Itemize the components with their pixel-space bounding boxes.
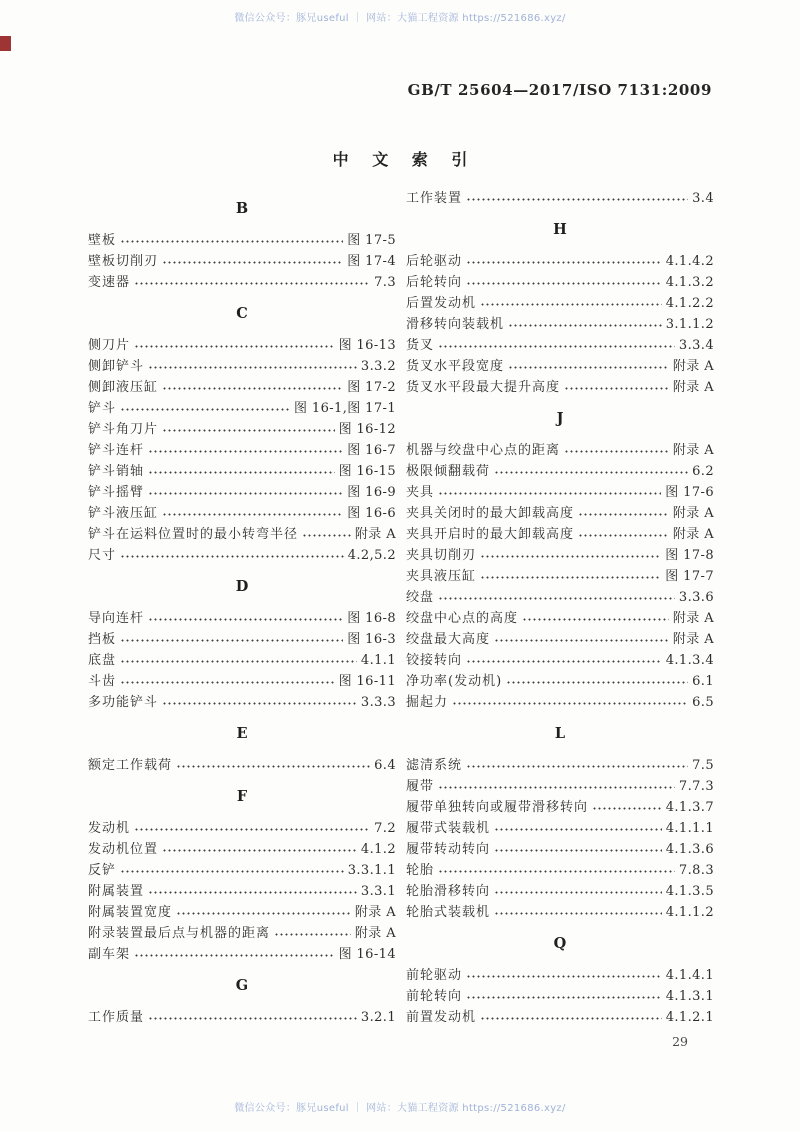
entry-ref: 4.1.3.7 bbox=[665, 800, 714, 815]
entry-term: 额定工作载荷 bbox=[88, 758, 173, 773]
index-entry bbox=[88, 272, 396, 293]
entry-ref: 4.1.1.1 bbox=[665, 821, 714, 836]
index-entry bbox=[88, 482, 396, 503]
dot-leader bbox=[162, 702, 357, 705]
entry-ref: 附录 A bbox=[354, 905, 396, 920]
entry-ref: 6.4 bbox=[374, 758, 396, 773]
entry-ref: 附录 A bbox=[672, 359, 714, 374]
entry-term: 货叉水平段宽度 bbox=[406, 359, 505, 374]
entry-term: 导向连杆 bbox=[88, 611, 145, 626]
index-entry bbox=[88, 377, 396, 398]
section-letter: F bbox=[236, 788, 248, 805]
entry-ref: 3.3.2 bbox=[360, 359, 396, 374]
entry-term: 滑移转向装载机 bbox=[406, 317, 505, 332]
entry-term: 发动机位置 bbox=[88, 842, 159, 857]
dot-leader bbox=[494, 891, 662, 894]
index-entry bbox=[406, 797, 714, 818]
entry-ref: 附录 A bbox=[672, 380, 714, 395]
index-entry bbox=[406, 503, 714, 524]
dot-leader bbox=[466, 765, 688, 768]
dot-leader bbox=[120, 681, 335, 684]
standard-number: GB/T 25604—2017/ISO 7131:2009 bbox=[407, 81, 712, 99]
dot-leader bbox=[438, 345, 675, 348]
index-entry bbox=[406, 566, 714, 587]
entry-ref: 4.1.3.4 bbox=[665, 653, 714, 668]
section-letter: L bbox=[554, 725, 566, 742]
entry-term: 夹具液压缸 bbox=[406, 569, 477, 584]
index-entry bbox=[406, 1007, 714, 1028]
index-entry bbox=[88, 902, 396, 923]
entry-ref: 3.4 bbox=[692, 191, 714, 206]
entry-ref: 图 17-4 bbox=[347, 254, 396, 269]
entry-ref: 附录 A bbox=[672, 506, 714, 521]
dot-leader bbox=[480, 576, 661, 579]
red-corner-mark bbox=[0, 36, 11, 51]
watermark-bottom: 微信公众号：豚兄useful ｜ 网站：大猫工程资源 https://521686.xyz/ bbox=[234, 1103, 566, 1114]
dot-leader bbox=[134, 954, 335, 957]
index-entry bbox=[88, 860, 396, 881]
entry-term: 发动机 bbox=[88, 821, 131, 836]
index-entry bbox=[88, 335, 396, 356]
dot-leader bbox=[494, 849, 662, 852]
dot-leader bbox=[148, 450, 343, 453]
index-entry bbox=[88, 818, 396, 839]
entry-term: 铲斗摇臂 bbox=[88, 485, 145, 500]
entry-term: 货叉 bbox=[406, 338, 435, 353]
entry-ref: 4.1.3.1 bbox=[665, 989, 714, 1004]
entry-term: 铲斗液压缸 bbox=[88, 506, 159, 521]
entry-ref: 6.2 bbox=[692, 464, 714, 479]
entry-ref: 图 17-6 bbox=[665, 485, 714, 500]
entry-ref: 附录 A bbox=[672, 443, 714, 458]
entry-term: 轮胎滑移转向 bbox=[406, 884, 491, 899]
index-entry bbox=[88, 545, 396, 566]
index-entry bbox=[88, 923, 396, 944]
index-entry bbox=[406, 776, 714, 797]
index-entry bbox=[406, 524, 714, 545]
entry-term: 工作装置 bbox=[406, 191, 463, 206]
watermark-top: 微信公众号：豚兄useful ｜ 网站：大猫工程资源 https://521686.xyz/ bbox=[234, 13, 566, 24]
dot-leader bbox=[508, 324, 662, 327]
section-letter: Q bbox=[553, 935, 567, 952]
entry-ref: 图 16-11 bbox=[338, 674, 396, 689]
index-entry bbox=[406, 839, 714, 860]
entry-ref: 3.3.6 bbox=[678, 590, 714, 605]
entry-term: 极限倾翻载荷 bbox=[406, 464, 491, 479]
entry-ref: 4.1.4.1 bbox=[665, 968, 714, 983]
index-entry bbox=[406, 860, 714, 881]
index-entry bbox=[406, 440, 714, 461]
dot-leader bbox=[466, 261, 662, 264]
dot-leader bbox=[176, 765, 370, 768]
dot-leader bbox=[148, 492, 343, 495]
entry-term: 多功能铲斗 bbox=[88, 695, 159, 710]
index-entry bbox=[88, 461, 396, 482]
dot-leader bbox=[120, 870, 344, 873]
dot-leader bbox=[162, 849, 357, 852]
entry-ref: 3.3.1 bbox=[360, 884, 396, 899]
index-entry bbox=[88, 419, 396, 440]
entry-term: 侧卸铲斗 bbox=[88, 359, 145, 374]
dot-leader bbox=[438, 597, 675, 600]
entry-term: 底盘 bbox=[88, 653, 117, 668]
index-entry bbox=[406, 293, 714, 314]
dot-leader bbox=[148, 366, 357, 369]
dot-leader bbox=[466, 996, 662, 999]
entry-term: 滤清系统 bbox=[406, 758, 463, 773]
entry-ref: 4.1.3.6 bbox=[665, 842, 714, 857]
dot-leader bbox=[162, 261, 343, 264]
index-entry bbox=[406, 755, 714, 776]
entry-ref: 图 16-13 bbox=[338, 338, 396, 353]
index-entry bbox=[406, 356, 714, 377]
entry-term: 绞盘中心点的高度 bbox=[406, 611, 519, 626]
entry-term: 履带单独转向或履带滑移转向 bbox=[406, 800, 589, 815]
section-letter: J bbox=[556, 410, 564, 427]
dot-leader bbox=[480, 555, 661, 558]
dot-leader bbox=[274, 933, 351, 936]
index-entry bbox=[406, 461, 714, 482]
index-entry bbox=[406, 671, 714, 692]
entry-ref: 附录 A bbox=[672, 611, 714, 626]
index-entry bbox=[406, 377, 714, 398]
section-letter: G bbox=[235, 977, 249, 994]
entry-ref: 图 16-12 bbox=[338, 422, 396, 437]
dot-leader bbox=[148, 618, 343, 621]
entry-ref: 图 16-6 bbox=[347, 506, 396, 521]
entry-ref: 7.7.3 bbox=[678, 779, 714, 794]
dot-leader bbox=[494, 912, 662, 915]
entry-term: 变速器 bbox=[88, 275, 131, 290]
entry-term: 绞盘 bbox=[406, 590, 435, 605]
entry-term: 后置发动机 bbox=[406, 296, 477, 311]
entry-term: 货叉水平段最大提升高度 bbox=[406, 380, 561, 395]
dot-leader bbox=[522, 618, 669, 621]
entry-term: 侧刀片 bbox=[88, 338, 131, 353]
entry-term: 副车架 bbox=[88, 947, 131, 962]
entry-ref: 4.1.2.1 bbox=[665, 1010, 714, 1025]
entry-ref: 7.5 bbox=[692, 758, 714, 773]
entry-term: 轮胎 bbox=[406, 863, 435, 878]
index-entry bbox=[88, 524, 396, 545]
entry-ref: 图 16-3 bbox=[347, 632, 396, 647]
index-entry bbox=[406, 902, 714, 923]
dot-leader bbox=[134, 345, 335, 348]
entry-ref: 附录 A bbox=[672, 527, 714, 542]
entry-ref: 7.3 bbox=[374, 275, 396, 290]
dot-leader bbox=[578, 534, 669, 537]
dot-leader bbox=[120, 660, 357, 663]
entry-term: 挡板 bbox=[88, 632, 117, 647]
entry-ref: 4.1.3.5 bbox=[665, 884, 714, 899]
entry-term: 前置发动机 bbox=[406, 1010, 477, 1025]
index-entry bbox=[88, 608, 396, 629]
entry-term: 反铲 bbox=[88, 863, 117, 878]
dot-leader bbox=[438, 870, 675, 873]
dot-leader bbox=[480, 303, 662, 306]
entry-term: 夹具 bbox=[406, 485, 435, 500]
entry-term: 铲斗角刀片 bbox=[88, 422, 159, 437]
dot-leader bbox=[494, 828, 662, 831]
entry-term: 铲斗在运料位置时的最小转弯半径 bbox=[88, 527, 299, 542]
dot-leader bbox=[578, 513, 669, 516]
dot-leader bbox=[302, 534, 351, 537]
index-entry bbox=[406, 608, 714, 629]
dot-leader bbox=[592, 807, 662, 810]
entry-term: 侧卸液压缸 bbox=[88, 380, 159, 395]
section-letter: H bbox=[553, 221, 567, 238]
entry-ref: 附录 A bbox=[354, 527, 396, 542]
entry-term: 铲斗 bbox=[88, 401, 117, 416]
entry-ref: 图 16-7 bbox=[347, 443, 396, 458]
index-entry bbox=[406, 965, 714, 986]
index-entry bbox=[406, 188, 714, 209]
dot-leader bbox=[466, 198, 688, 201]
dot-leader bbox=[134, 828, 370, 831]
entry-ref: 3.3.3 bbox=[360, 695, 396, 710]
dot-leader bbox=[506, 681, 688, 684]
index-entry bbox=[406, 251, 714, 272]
entry-term: 附属装置 bbox=[88, 884, 145, 899]
index-entry bbox=[406, 986, 714, 1007]
dot-leader bbox=[466, 282, 662, 285]
index-entry bbox=[88, 230, 396, 251]
entry-ref: 图 17-8 bbox=[665, 548, 714, 563]
entry-term: 前轮转向 bbox=[406, 989, 463, 1004]
dot-leader bbox=[508, 366, 669, 369]
dot-leader bbox=[438, 786, 675, 789]
index-columns bbox=[88, 188, 714, 1028]
dot-leader bbox=[494, 471, 688, 474]
entry-ref: 图 17-2 bbox=[347, 380, 396, 395]
entry-ref: 图 17-5 bbox=[347, 233, 396, 248]
entry-ref: 4.1.3.2 bbox=[665, 275, 714, 290]
entry-ref: 4.1.2 bbox=[360, 842, 396, 857]
index-entry bbox=[88, 440, 396, 461]
entry-term: 尺寸 bbox=[88, 548, 117, 563]
dot-leader bbox=[120, 240, 343, 243]
entry-ref: 图 16-14 bbox=[338, 947, 396, 962]
index-entry bbox=[406, 272, 714, 293]
entry-term: 后轮驱动 bbox=[406, 254, 463, 269]
index-entry bbox=[88, 398, 396, 419]
entry-ref: 附录 A bbox=[354, 926, 396, 941]
entry-ref: 4.2,5.2 bbox=[347, 548, 396, 563]
entry-ref: 4.1.4.2 bbox=[665, 254, 714, 269]
index-entry bbox=[88, 356, 396, 377]
dot-leader bbox=[148, 1017, 357, 1020]
index-entry bbox=[88, 755, 396, 776]
index-entry bbox=[88, 881, 396, 902]
entry-term: 轮胎式装载机 bbox=[406, 905, 491, 920]
index-entry bbox=[406, 692, 714, 713]
index-entry bbox=[88, 251, 396, 272]
entry-ref: 4.1.1.2 bbox=[665, 905, 714, 920]
index-entry bbox=[406, 650, 714, 671]
dot-leader bbox=[120, 555, 344, 558]
index-entry bbox=[406, 482, 714, 503]
entry-ref: 3.3.1.1 bbox=[347, 863, 396, 878]
entry-term: 履带转动转向 bbox=[406, 842, 491, 857]
entry-term: 附录装置最后点与机器的距离 bbox=[88, 926, 271, 941]
index-entry bbox=[88, 692, 396, 713]
entry-ref: 4.1.2.2 bbox=[665, 296, 714, 311]
entry-term: 绞盘最大高度 bbox=[406, 632, 491, 647]
dot-leader bbox=[480, 1017, 662, 1020]
entry-term: 铲斗销轴 bbox=[88, 464, 145, 479]
index-entry bbox=[88, 503, 396, 524]
dot-leader bbox=[148, 471, 335, 474]
page-number: 29 bbox=[672, 1034, 688, 1049]
entry-term: 履带式装载机 bbox=[406, 821, 491, 836]
dot-leader bbox=[162, 387, 343, 390]
entry-ref: 7.8.3 bbox=[678, 863, 714, 878]
dot-leader bbox=[148, 891, 357, 894]
entry-ref: 图 16-1,图 17-1 bbox=[293, 401, 396, 416]
dot-leader bbox=[120, 408, 290, 411]
index-entry bbox=[406, 314, 714, 335]
dot-leader bbox=[162, 513, 343, 516]
entry-term: 后轮转向 bbox=[406, 275, 463, 290]
entry-ref: 图 16-9 bbox=[347, 485, 396, 500]
entry-ref: 6.1 bbox=[692, 674, 714, 689]
section-letter: C bbox=[236, 305, 248, 322]
entry-term: 壁板切削刃 bbox=[88, 254, 159, 269]
entry-term: 铰接转向 bbox=[406, 653, 463, 668]
entry-term: 履带 bbox=[406, 779, 435, 794]
entry-term: 附属装置宽度 bbox=[88, 905, 173, 920]
index-entry bbox=[88, 839, 396, 860]
entry-ref: 图 17-7 bbox=[665, 569, 714, 584]
entry-ref: 6.5 bbox=[692, 695, 714, 710]
dot-leader bbox=[120, 639, 343, 642]
index-column-right bbox=[406, 188, 714, 1028]
index-entry bbox=[406, 545, 714, 566]
entry-term: 净功率(发动机) bbox=[406, 674, 503, 689]
entry-term: 机器与绞盘中心点的距离 bbox=[406, 443, 561, 458]
dot-leader bbox=[162, 429, 335, 432]
entry-term: 工作质量 bbox=[88, 1010, 145, 1025]
entry-ref: 3.3.4 bbox=[678, 338, 714, 353]
page-title: 中 文 索 引 bbox=[332, 150, 477, 169]
entry-term: 夹具关闭时的最大卸载高度 bbox=[406, 506, 575, 521]
dot-leader bbox=[176, 912, 351, 915]
entry-term: 掘起力 bbox=[406, 695, 449, 710]
entry-ref: 7.2 bbox=[374, 821, 396, 836]
section-letter: E bbox=[236, 725, 248, 742]
entry-term: 夹具开启时的最大卸载高度 bbox=[406, 527, 575, 542]
entry-term: 壁板 bbox=[88, 233, 117, 248]
entry-term: 前轮驱动 bbox=[406, 968, 463, 983]
dot-leader bbox=[466, 975, 662, 978]
entry-ref: 图 16-15 bbox=[338, 464, 396, 479]
entry-term: 斗齿 bbox=[88, 674, 117, 689]
dot-leader bbox=[438, 492, 661, 495]
index-entry bbox=[88, 1007, 396, 1028]
dot-leader bbox=[564, 450, 669, 453]
index-entry bbox=[88, 629, 396, 650]
section-letter: B bbox=[235, 200, 249, 217]
entry-ref: 图 16-8 bbox=[347, 611, 396, 626]
dot-leader bbox=[466, 660, 662, 663]
index-entry bbox=[406, 881, 714, 902]
index-entry bbox=[406, 335, 714, 356]
index-entry bbox=[406, 818, 714, 839]
dot-leader bbox=[452, 702, 688, 705]
section-letter: D bbox=[235, 578, 249, 595]
entry-ref: 4.1.1 bbox=[360, 653, 396, 668]
index-entry bbox=[88, 650, 396, 671]
dot-leader bbox=[494, 639, 669, 642]
index-entry bbox=[88, 671, 396, 692]
index-entry bbox=[406, 587, 714, 608]
entry-ref: 附录 A bbox=[672, 632, 714, 647]
index-entry bbox=[406, 629, 714, 650]
entry-ref: 3.1.1.2 bbox=[665, 317, 714, 332]
dot-leader bbox=[564, 387, 669, 390]
dot-leader bbox=[134, 282, 370, 285]
entry-term: 铲斗连杆 bbox=[88, 443, 145, 458]
entry-term: 夹具切削刃 bbox=[406, 548, 477, 563]
entry-ref: 3.2.1 bbox=[360, 1010, 396, 1025]
index-entry bbox=[88, 944, 396, 965]
index-column-left bbox=[88, 188, 396, 1028]
